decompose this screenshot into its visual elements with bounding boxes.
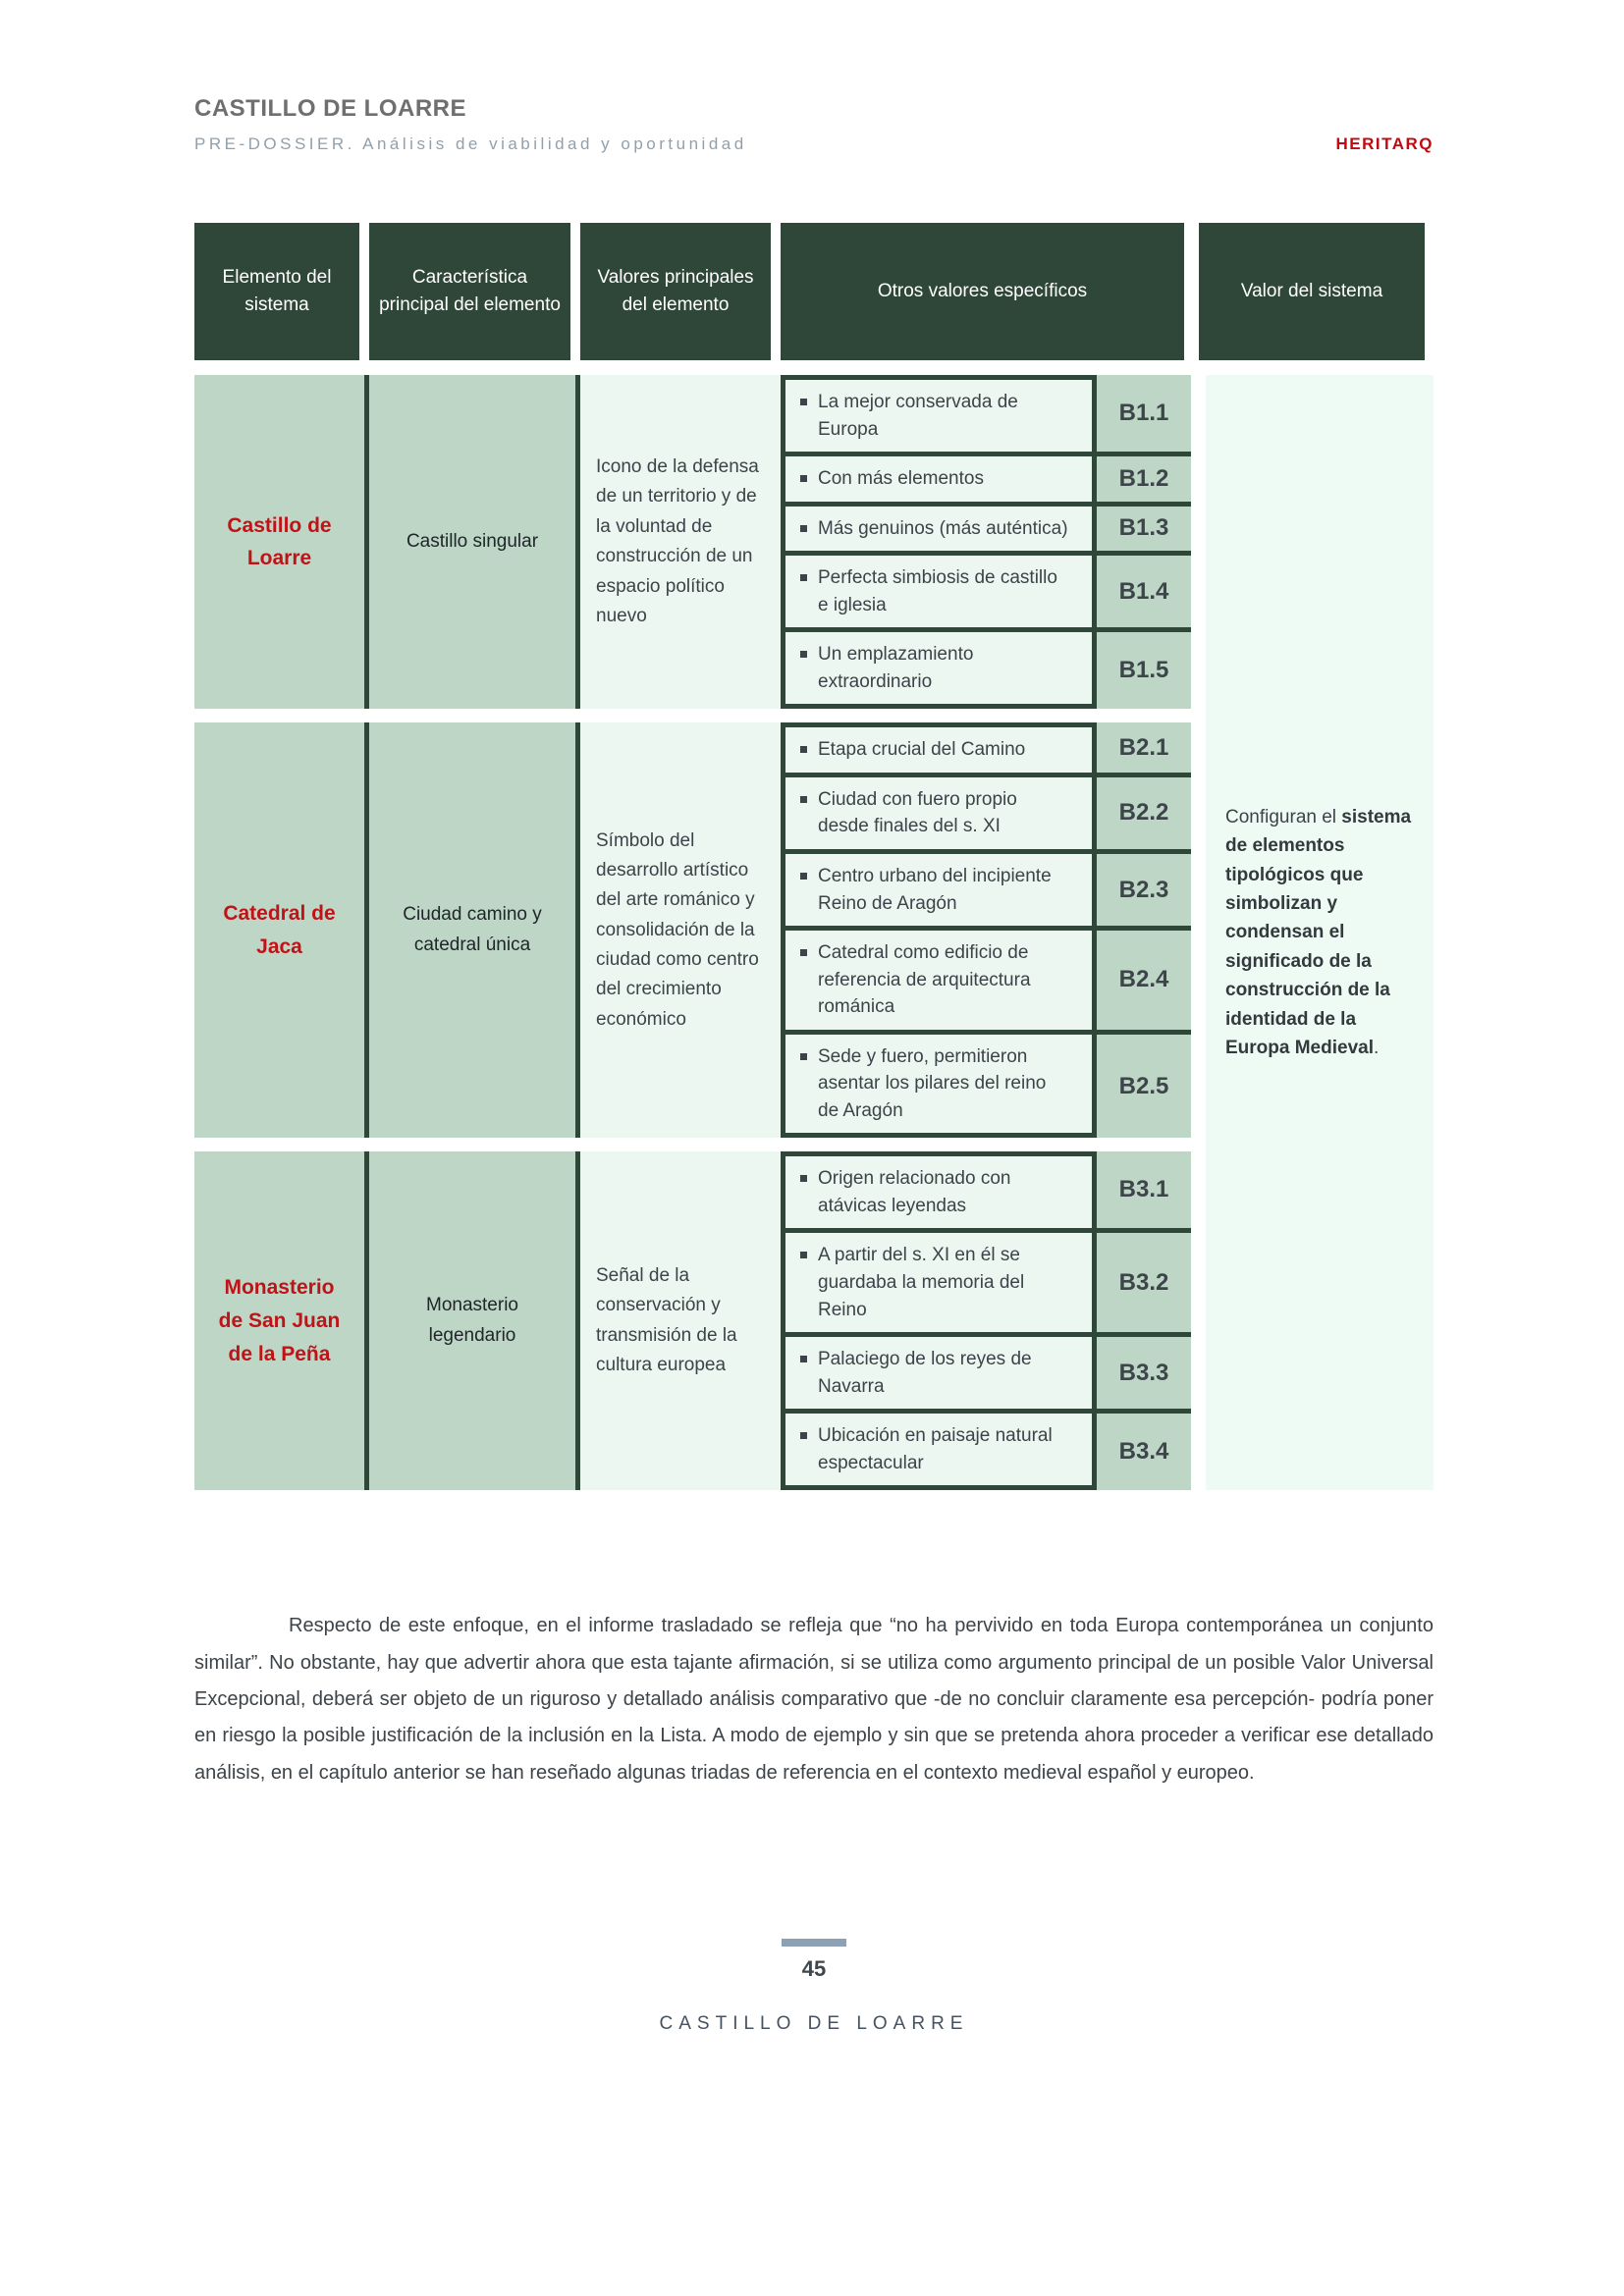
value-subrow — [781, 502, 1191, 552]
value-text-cell — [781, 551, 1097, 627]
bullet-square-icon — [800, 1252, 807, 1258]
value-text-cell — [781, 1228, 1097, 1332]
value-text: Origen relacionado con atávicas leyendas — [818, 1168, 1011, 1216]
system-value-suffix: . — [1374, 1038, 1380, 1059]
bullet-square-icon — [800, 525, 807, 532]
value-text: Centro urbano del incipiente Reino de Aragón — [818, 866, 1052, 914]
value-subrow — [781, 375, 1191, 452]
document-subtitle-row — [194, 134, 1434, 154]
table-header-row — [194, 223, 1434, 360]
value-code-badge: B2.4 — [1097, 926, 1191, 1030]
value-text-cell — [781, 1030, 1097, 1139]
specific-values — [781, 375, 1191, 709]
bullet-square-icon — [800, 1053, 807, 1060]
value-subrow — [781, 773, 1191, 849]
footer-brand: CASTILLO DE LOARRE — [659, 2013, 969, 2035]
value-code-badge: B3.1 — [1097, 1151, 1191, 1228]
value-text: Catedral como edificio de referencia de arquitectura románica — [818, 942, 1031, 1018]
value-text: Un emplazamiento extraordinario — [818, 644, 974, 692]
value-text-cell — [781, 773, 1097, 849]
value-subrow — [781, 1228, 1191, 1332]
value-code-badge: B2.5 — [1097, 1030, 1191, 1139]
document-subtitle: PRE-DOSSIER. Análisis de viabilidad y oportunidad — [194, 134, 747, 153]
value-text-cell — [781, 1409, 1097, 1490]
document-title: CASTILLO DE LOARRE — [194, 95, 466, 122]
bullet-square-icon — [800, 1356, 807, 1362]
value-text-cell — [781, 1151, 1097, 1228]
table-rows — [194, 375, 1191, 1490]
specific-values — [781, 722, 1191, 1138]
value-subrow — [781, 722, 1191, 773]
value-code-badge: B1.4 — [1097, 551, 1191, 627]
page-footer — [194, 1939, 1434, 2035]
value-subrow — [781, 627, 1191, 709]
value-text: Sede y fuero, permitieron asentar los pilares del reino de Aragón — [818, 1045, 1047, 1121]
table-row-catedral-de-jaca — [194, 722, 1191, 1138]
column-header-valores-principales: Valores principales del elemento — [580, 223, 771, 360]
column-header-elemento: Elemento del sistema — [194, 223, 359, 360]
element-main-value: Señal de la conservación y transmisión de la cultura europea — [580, 1151, 781, 1490]
bullet-square-icon — [800, 1432, 807, 1439]
element-characteristic: Ciudad camino y catedral única — [369, 722, 580, 1138]
value-text-cell — [781, 375, 1097, 452]
value-subrow — [781, 1030, 1191, 1139]
value-subrow — [781, 849, 1191, 926]
values-table — [194, 223, 1434, 1490]
bullet-square-icon — [800, 475, 807, 482]
system-value-prefix: Configuran el — [1225, 806, 1342, 828]
value-subrow — [781, 1409, 1191, 1490]
value-text-cell — [781, 502, 1097, 552]
bullet-square-icon — [800, 796, 807, 803]
value-text: Ubicación en paisaje natural espectacular — [818, 1425, 1053, 1473]
table-body — [194, 375, 1434, 1490]
value-text-cell — [781, 849, 1097, 926]
specific-values — [781, 1151, 1191, 1490]
value-code-badge: B2.2 — [1097, 773, 1191, 849]
value-code-badge: B1.2 — [1097, 452, 1191, 502]
bullet-square-icon — [800, 651, 807, 658]
column-header-caracteristica: Característica principal del elemento — [369, 223, 570, 360]
value-code-badge: B1.5 — [1097, 627, 1191, 709]
element-characteristic: Castillo singular — [369, 375, 580, 709]
brand-heritarq: HERITARQ — [1335, 134, 1434, 153]
value-code-badge: B3.3 — [1097, 1332, 1191, 1409]
system-value-text — [1225, 803, 1420, 1063]
value-text-cell — [781, 722, 1097, 773]
value-text-cell — [781, 926, 1097, 1030]
column-header-otros-valores: Otros valores específicos — [781, 223, 1184, 360]
value-subrow — [781, 1332, 1191, 1409]
table-row-castillo-de-loarre — [194, 375, 1191, 709]
table-row-monasterio-san-juan — [194, 1151, 1191, 1490]
bullet-square-icon — [800, 746, 807, 753]
value-code-badge: B2.3 — [1097, 849, 1191, 926]
value-text: Con más elementos — [818, 468, 984, 490]
value-text-cell — [781, 452, 1097, 502]
element-main-value: Símbolo del desarrollo artístico del arte románico y consolidación de la ciudad como centro del crecimiento económico — [580, 722, 781, 1138]
page-number: 45 — [801, 1956, 827, 1982]
bullet-square-icon — [800, 1175, 807, 1182]
system-value-cell — [1206, 375, 1434, 1490]
element-name: Castillo de Loarre — [194, 375, 369, 709]
bullet-square-icon — [800, 574, 807, 581]
value-text: Etapa crucial del Camino — [818, 739, 1026, 761]
value-text: La mejor conservada de Europa — [818, 392, 1018, 440]
column-header-valor-sistema: Valor del sistema — [1199, 223, 1425, 360]
footer-rule — [782, 1939, 846, 1947]
value-subrow — [781, 926, 1191, 1030]
value-text-cell — [781, 627, 1097, 709]
value-code-badge: B1.3 — [1097, 502, 1191, 552]
value-text: Ciudad con fuero propio desde finales del s. XI — [818, 788, 1017, 837]
element-name: Monasterio de San Juan de la Peña — [194, 1151, 369, 1490]
value-text: A partir del s. XI en él se guardaba la memoria del Reino — [818, 1245, 1025, 1320]
bullet-square-icon — [800, 873, 807, 880]
body-paragraph: Respecto de este enfoque, en el informe trasladado se refleja que “no ha pervivido en toda Europa contemporánea un conjunto similar”. No obstante, hay que advertir ahora que esta tajante afirmación, si se utiliza como argumento principal de un posible Valor Universal Excepcional, deberá ser objeto de un riguroso y detallado análisis comparativo que -de no concluir claramente esa percepción- podría poner en riesgo la posible justificación de la inclusión en la Lista. A modo de ejemplo y sin que se pretenda ahora proceder a verificar ese detallado análisis, en el capítulo anterior se han reseñado algunas triadas de referencia en el contexto medieval español y europeo. — [194, 1615, 1434, 1784]
value-code-badge: B3.2 — [1097, 1228, 1191, 1332]
value-code-badge: B1.1 — [1097, 375, 1191, 452]
system-value-bold: sistema de elementos tipológicos que simbolizan y condensan el significado de la construcción de la identidad de la Europa Medieval — [1225, 806, 1412, 1059]
value-code-badge: B2.1 — [1097, 722, 1191, 773]
value-text: Más genuinos (más auténtica) — [818, 517, 1068, 539]
value-text-cell — [781, 1332, 1097, 1409]
bullet-square-icon — [800, 399, 807, 405]
value-code-badge: B3.4 — [1097, 1409, 1191, 1490]
element-name: Catedral de Jaca — [194, 722, 369, 1138]
value-text: Palaciego de los reyes de Navarra — [818, 1349, 1032, 1397]
element-characteristic: Monasterio legendario — [369, 1151, 580, 1490]
value-subrow — [781, 1151, 1191, 1228]
document-header — [194, 0, 1434, 154]
value-subrow — [781, 551, 1191, 627]
element-main-value: Icono de la defensa de un territorio y de la voluntad de construcción de un espacio político nuevo — [580, 375, 781, 709]
bullet-square-icon — [800, 949, 807, 956]
value-subrow — [781, 452, 1191, 502]
value-text: Perfecta simbiosis de castillo e iglesia — [818, 567, 1057, 615]
